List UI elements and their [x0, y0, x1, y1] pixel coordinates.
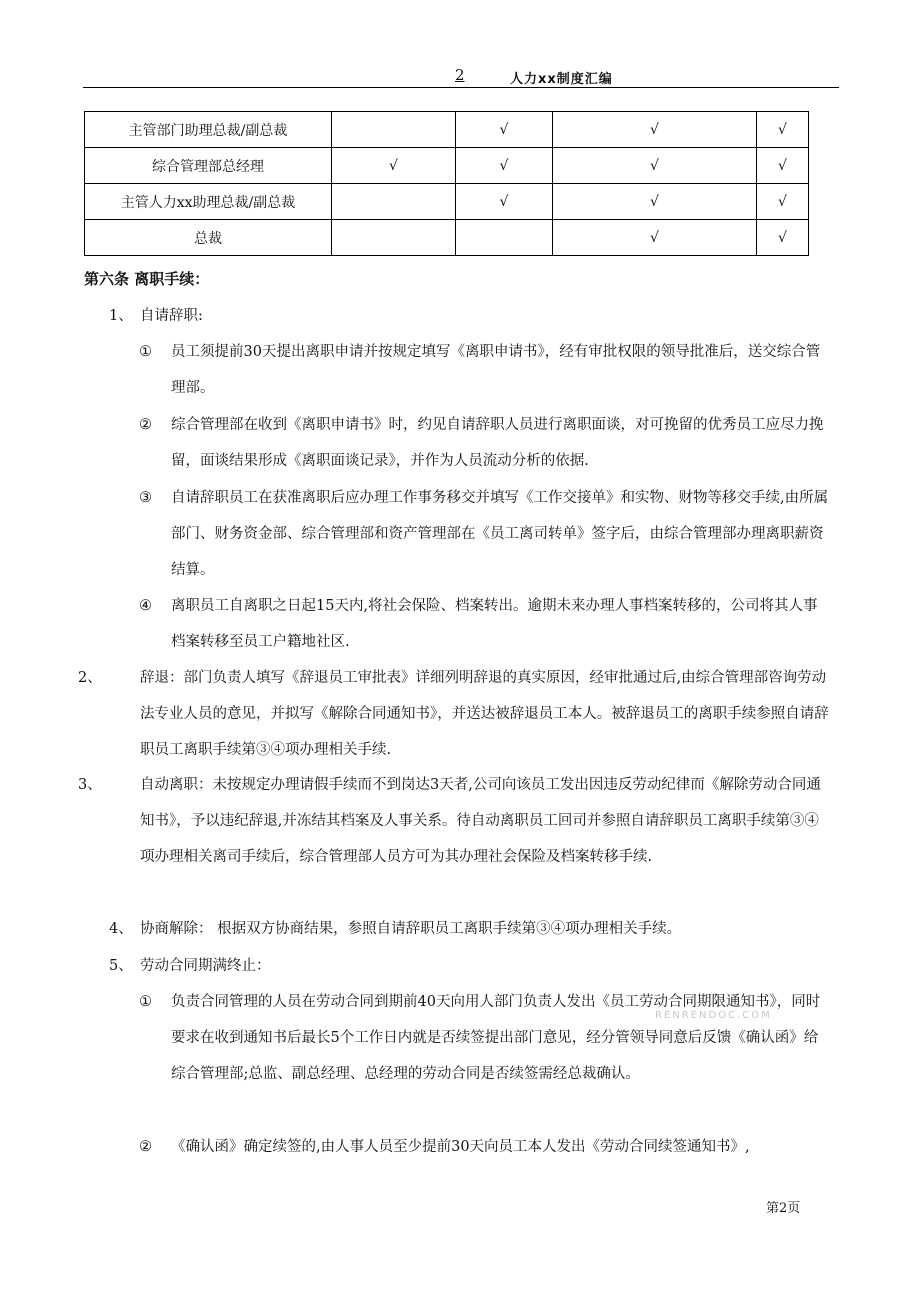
sub-item — [139, 984, 829, 1092]
sub-item — [139, 1129, 829, 1165]
table-cell-check: √ — [553, 112, 757, 148]
sub-item — [139, 480, 829, 588]
sub-item-text: 员工须提前30天提出离职申请并按规定填写《离职申请书》，经有审批权限的领导批准后，送交综合管理部。 — [171, 344, 821, 396]
table-row — [85, 148, 809, 184]
table-row — [85, 112, 809, 148]
list-item — [78, 767, 829, 875]
sub-item — [139, 407, 829, 479]
item-number: 2、 — [78, 670, 102, 686]
header-title: 人力xx制度汇编 — [510, 72, 613, 87]
table-cell-check: √ — [553, 148, 757, 184]
table-cell-check: √ — [757, 148, 809, 184]
item-number: 5、 — [109, 958, 133, 974]
item-number: 3、 — [78, 777, 102, 793]
table-cell-check: √ — [456, 184, 553, 220]
table-cell-check: √ — [757, 220, 809, 256]
table-cell-check — [332, 112, 456, 148]
table-cell-role: 主管人力xx助理总裁/副总裁 — [85, 184, 332, 220]
table-cell-role: 主管部门助理总裁/副总裁 — [85, 112, 332, 148]
table-cell-check: √ — [332, 148, 456, 184]
item-number: 4、 — [109, 921, 133, 937]
sub-item-text: 综合管理部在收到《离职申请书》时，约见自请辞职人员进行离职面谈，对可挽留的优秀员工应尽力挽留，面谈结果形成《离职面谈记录》，并作为人员流动分析的依据. — [171, 417, 824, 469]
sub-item-text: 负责合同管理的人员在劳动合同到期前40天向用人部门负责人发出《员工劳动合同期限通知书》，同时要求在收到通知书后最长5个工作日内就是否续签提出部门意见，经分管领导同意后反馈《确认函》给综合管理部;总监、副总经理、总经理的劳动合同是否续签需经总裁确认。 — [171, 994, 821, 1082]
table-cell-check: √ — [553, 220, 757, 256]
table-cell-role: 综合管理部总经理 — [85, 148, 332, 184]
approval-table — [84, 111, 809, 256]
sub-item-marker: ① — [139, 994, 152, 1010]
sub-item-marker: ② — [139, 1139, 152, 1155]
sub-item-text: 离职员工自离职之日起15天内,将社会保险、档案转出。逾期未来办理人事档案转移的，公司将其人事档案转移至员工户籍地社区. — [171, 598, 818, 650]
sub-item-marker: ④ — [139, 598, 152, 614]
item-text: 辞退：部门负责人填写《辞退员工审批表》详细列明辞退的真实原因，经审批通过后,由综合管理部咨询劳动法专业人员的意见，并拟写《解除合同通知书》，并送达被辞退员工本人。被辞退员工的离职手续参照自请辞职员工离职手续第③④项办理相关手续. — [140, 670, 829, 758]
item-text: 协商解除： 根据双方协商结果，参照自请辞职员工离职手续第③④项办理相关手续。 — [140, 921, 682, 937]
item-number: 1、 — [109, 308, 133, 324]
table-cell-check — [332, 220, 456, 256]
table-cell-role: 总裁 — [85, 220, 332, 256]
table-row — [85, 184, 809, 220]
table-cell-check: √ — [456, 112, 553, 148]
table-cell-check: √ — [553, 184, 757, 220]
watermark-text: RENRENDOC.COM — [655, 1010, 772, 1021]
table-cell-check: √ — [757, 112, 809, 148]
table-cell-check: √ — [757, 184, 809, 220]
page-footer: 第2页 — [766, 1201, 801, 1216]
table-row — [85, 220, 809, 256]
header-page-number: 2 — [455, 66, 465, 84]
list-item — [109, 298, 829, 334]
item-text: 劳动合同期满终止： — [140, 958, 271, 974]
header-rule — [83, 87, 839, 88]
sub-item-marker: ① — [139, 344, 152, 360]
list-item — [109, 911, 829, 947]
sub-item — [139, 334, 829, 406]
table-cell-check — [456, 220, 553, 256]
sub-item-marker: ③ — [139, 490, 152, 506]
item-text: 自请辞职: — [140, 308, 203, 324]
list-item — [78, 660, 829, 768]
sub-item-text: 《确认函》确定续签的,由人事人员至少提前30天向员工本人发出《劳动合同续签通知书》, — [171, 1139, 750, 1155]
table-cell-check: √ — [456, 148, 553, 184]
table-cell-check — [332, 184, 456, 220]
list-item — [109, 948, 829, 984]
sub-item-marker: ② — [139, 417, 152, 433]
sub-item-text: 自请辞职员工在获准离职后应办理工作事务移交并填写《工作交接单》和实物、财物等移交手续,由所属部门、财务资金部、综合管理部和资产管理部在《员工离司转单》签字后，由综合管理部办理离职薪资结算。 — [171, 490, 829, 578]
sub-item — [139, 588, 829, 660]
article-heading: 第六条 离职手续： — [84, 270, 210, 288]
item-text: 自动离职：未按规定办理请假手续而不到岗达3天者,公司向该员工发出因违反劳动纪律而《解除劳动合同通知书》，予以违纪辞退,并冻结其档案及人事关系。待自动离职员工回司并参照自请辞职员工离职手续第③④项办理相关离司手续后，综合管理部人员方可为其办理社会保险及档案转移手续. — [140, 777, 821, 865]
